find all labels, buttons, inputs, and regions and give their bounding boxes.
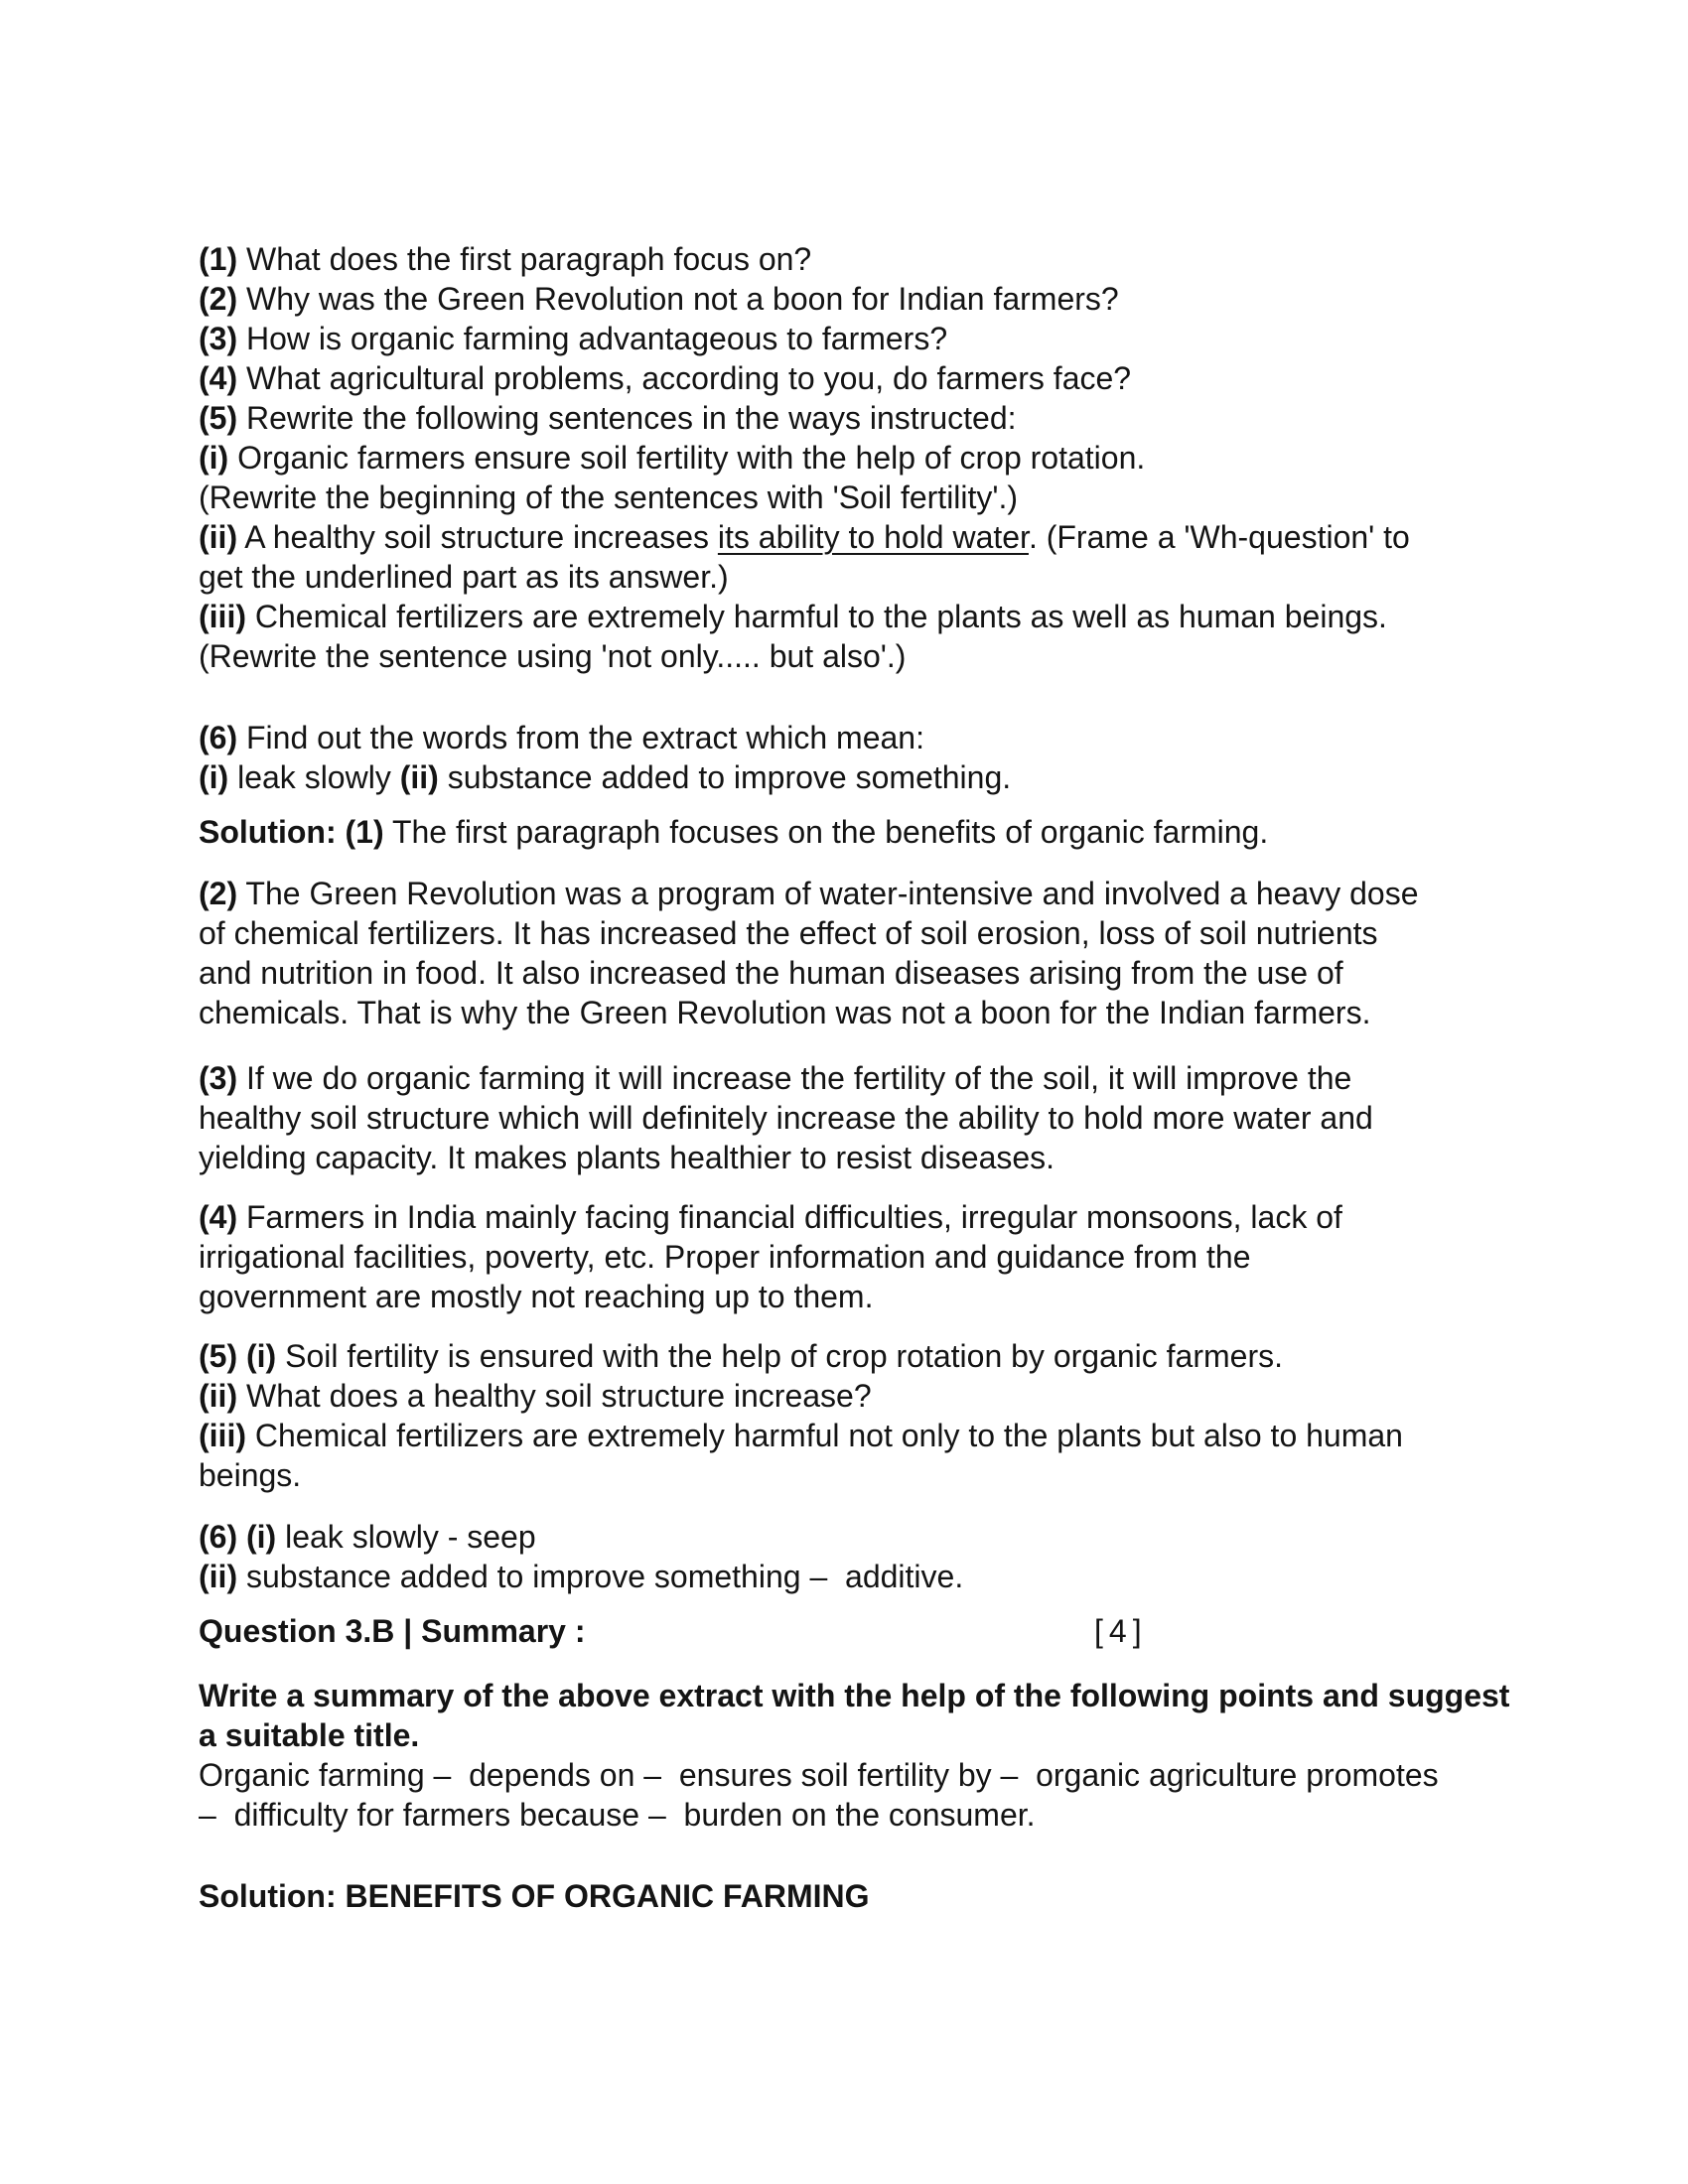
text-run: Find out the words from the extract which mean: — [237, 720, 924, 755]
text-line — [199, 1277, 1479, 1316]
solution-answer-3 — [199, 1058, 1479, 1177]
text-run: government are mostly not reaching up to them. — [199, 1279, 874, 1314]
text-run: Farmers in India mainly facing financial difficulties, irregular monsoons, lack of — [237, 1199, 1342, 1235]
text-run: The Green Revolution was a program of water-intensive and involved a heavy dose — [237, 876, 1419, 911]
text-run: leak slowly — [228, 759, 400, 795]
text-line — [199, 478, 1479, 517]
solution-answer-2 — [199, 874, 1479, 1032]
text-line — [199, 1197, 1479, 1237]
text-line — [199, 1376, 1479, 1416]
bold-text-run: (3) — [199, 1060, 238, 1096]
question-6-vocabulary — [199, 718, 1479, 797]
bold-text-run: (4) — [199, 360, 238, 396]
question-3b-instructions — [199, 1676, 1510, 1835]
text-line — [199, 1715, 1479, 1755]
bold-text-run: (2) — [199, 281, 238, 317]
text-run: [4] — [1094, 1613, 1148, 1649]
text-run: chemicals. That is why the Green Revolution was not a boon for the Indian farmers. — [199, 995, 1371, 1030]
solution-3b-title — [199, 1876, 1479, 1916]
text-line — [199, 239, 1479, 279]
text-run: . (Frame a 'Wh-question' to — [1028, 519, 1410, 555]
text-line — [199, 1795, 1479, 1835]
text-line — [199, 812, 1479, 852]
text-line — [199, 1611, 1479, 1651]
bold-text-run: (6) — [199, 720, 238, 755]
text-run: Chemical fertilizers are extremely harmful not only to the plants but also to human — [245, 1418, 1403, 1453]
text-run: How is organic farming advantageous to farmers? — [237, 321, 948, 356]
solution-answer-4 — [199, 1197, 1479, 1316]
bold-text-run: (3) — [199, 321, 238, 356]
text-run: The first paragraph focuses on the benefits of organic farming. — [383, 814, 1269, 850]
text-run: get the underlined part as its answer.) — [199, 559, 729, 595]
bold-text-run: (5) (i) — [199, 1338, 277, 1374]
bold-text-run: (i) — [199, 440, 229, 476]
text-run: irrigational facilities, poverty, etc. Proper information and guidance from the — [199, 1239, 1251, 1275]
text-line — [199, 636, 1479, 676]
bold-text-run: a suitable title. — [199, 1717, 420, 1753]
bold-text-run: Solution: (1) — [199, 814, 384, 850]
bold-text-run: (iii) — [199, 1418, 246, 1453]
solution-answer-1 — [199, 812, 1479, 852]
bold-text-run: (5) — [199, 400, 238, 436]
text-line — [199, 874, 1479, 913]
text-line — [199, 757, 1479, 797]
underlined-text-run: its ability to hold water — [717, 519, 1029, 555]
text-run: and nutrition in food. It also increased the human diseases arising from the use of — [199, 955, 1343, 991]
text-run: A healthy soil structure increases — [237, 519, 718, 555]
text-line — [199, 718, 1479, 757]
text-run: (Rewrite the sentence using 'not only..... but also'.) — [199, 638, 907, 674]
bold-text-run: Write a summary of the above extract with the help of the following points and suggest — [199, 1678, 1510, 1713]
bold-text-run: (iii) — [199, 599, 246, 634]
text-line — [199, 953, 1479, 993]
document-body — [199, 239, 1510, 1916]
text-line — [199, 1098, 1479, 1138]
text-line — [199, 1416, 1479, 1455]
text-line — [199, 517, 1479, 557]
text-line — [199, 1237, 1479, 1277]
text-run: – difficulty for farmers because – burden on the consumer. — [199, 1797, 1036, 1833]
text-line — [199, 279, 1479, 319]
text-run: What does the first paragraph focus on? — [237, 241, 812, 277]
text-run: Why was the Green Revolution not a boon for Indian farmers? — [237, 281, 1119, 317]
bold-text-run: (ii) — [199, 1559, 238, 1594]
text-run: Organic farmers ensure soil fertility with the help of crop rotation. — [228, 440, 1146, 476]
text-line — [199, 1138, 1479, 1177]
text-run: What does a healthy soil structure increase? — [237, 1378, 872, 1414]
text-run: yielding capacity. It makes plants healthier to resist diseases. — [199, 1140, 1055, 1175]
text-run: Chemical fertilizers are extremely harmful to the plants as well as human beings. — [245, 599, 1387, 634]
text-run: beings. — [199, 1457, 302, 1493]
text-line — [199, 993, 1479, 1032]
text-line — [199, 1336, 1479, 1376]
bold-text-run: (2) — [199, 876, 238, 911]
text-line — [199, 1676, 1510, 1715]
text-line — [199, 597, 1479, 636]
bold-text-run: (6) (i) — [199, 1519, 277, 1555]
text-run: Soil fertility is ensured with the help of crop rotation by organic farmers. — [276, 1338, 1283, 1374]
bold-text-run: (1) — [199, 241, 238, 277]
text-line — [199, 398, 1479, 438]
text-line — [199, 319, 1479, 358]
bold-text-run: Solution: BENEFITS OF ORGANIC FARMING — [199, 1878, 870, 1914]
bold-text-run: (ii) — [199, 519, 238, 555]
text-line — [199, 438, 1479, 478]
bold-text-run: (ii) — [399, 759, 439, 795]
text-run: Rewrite the following sentences in the ways instructed: — [237, 400, 1017, 436]
text-run: healthy soil structure which will definitely increase the ability to hold more water and — [199, 1100, 1373, 1136]
text-line — [199, 1876, 1479, 1916]
text-run: Organic farming – depends on – ensures soil fertility by – organic agriculture promotes — [199, 1757, 1439, 1793]
text-line — [199, 1557, 1479, 1596]
text-line — [199, 358, 1479, 398]
text-run: What agricultural problems, according to you, do farmers face? — [237, 360, 1132, 396]
bold-text-run: (4) — [199, 1199, 238, 1235]
text-line — [199, 1755, 1479, 1795]
question-3a-subquestions — [199, 239, 1479, 676]
text-line — [199, 1058, 1479, 1098]
text-line — [199, 1455, 1479, 1495]
text-run: (Rewrite the beginning of the sentences with 'Soil fertility'.) — [199, 479, 1019, 515]
text-run: leak slowly - seep — [276, 1519, 536, 1555]
solution-answer-5 — [199, 1336, 1479, 1495]
solution-answer-6 — [199, 1517, 1479, 1596]
text-run: substance added to improve something – additive. — [237, 1559, 964, 1594]
bold-text-run: Question 3.B | Summary : — [199, 1613, 586, 1649]
bold-text-run: (ii) — [199, 1378, 238, 1414]
text-run: If we do organic farming it will increase the fertility of the soil, it will improve the — [237, 1060, 1352, 1096]
text-line — [199, 1517, 1479, 1557]
text-run: of chemical fertilizers. It has increased the effect of soil erosion, loss of soil nutrients — [199, 915, 1378, 951]
text-run: substance added to improve something. — [438, 759, 1012, 795]
text-line — [199, 557, 1479, 597]
bold-text-run: (i) — [199, 759, 229, 795]
text-line — [199, 913, 1479, 953]
question-3b-heading — [199, 1611, 1479, 1651]
